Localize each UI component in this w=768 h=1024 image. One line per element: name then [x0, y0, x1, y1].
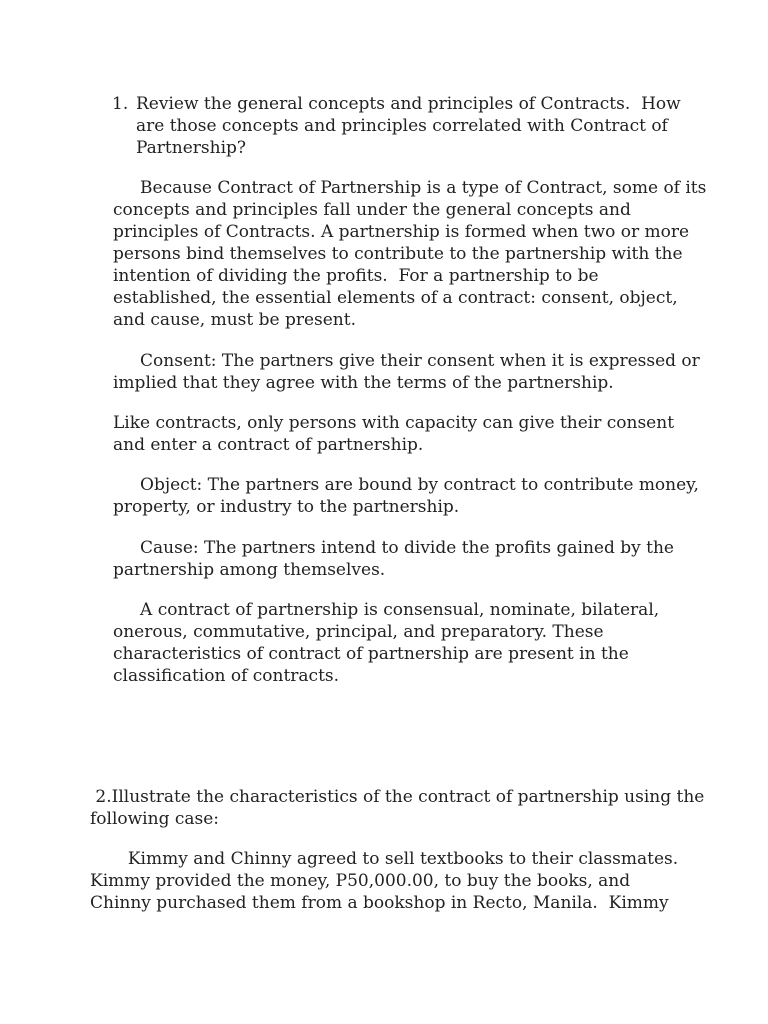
paragraph-line: principles of Contracts. A partnership is formed when two or more [113, 222, 690, 242]
paragraph-line: Consent: The partners give their consent when it is expressed or [113, 351, 700, 371]
paragraph-line: Chinny purchased them from a bookshop in Recto, Manila. Kimmy [90, 893, 669, 913]
paragraph-line: persons bind themselves to contribute to the partnership with the [113, 244, 683, 264]
question-2-line: following case: [90, 809, 220, 829]
question-2-text [90, 786, 704, 830]
question-1-number: 1. [112, 94, 129, 114]
paragraph-line: Cause: The partners intend to divide the profits gained by the [113, 538, 674, 558]
question-1-line: Partnership? [136, 138, 247, 158]
answer-paragraph-cause [113, 537, 674, 581]
paragraph-line: Object: The partners are bound by contract to contribute money, [113, 475, 699, 495]
paragraph-line: Because Contract of Partnership is a type of Contract, some of its [113, 178, 707, 198]
paragraph-line: property, or industry to the partnership. [113, 497, 460, 517]
paragraph-line: partnership among themselves. [113, 560, 386, 580]
paragraph-line: classification of contracts. [113, 666, 340, 686]
paragraph-line: implied that they agree with the terms of the partnership. [113, 373, 614, 393]
case-paragraph [90, 848, 678, 914]
question-2-line: 2.Illustrate the characteristics of the contract of partnership using the [90, 787, 705, 807]
paragraph-line: concepts and principles fall under the general concepts and [113, 200, 631, 220]
paragraph-line: onerous, commutative, principal, and preparatory. These [113, 622, 604, 642]
answer-paragraph-intro [113, 177, 706, 331]
answer-paragraph-capacity [113, 412, 674, 456]
paragraph-line: Kimmy and Chinny agreed to sell textbooks to their classmates. [90, 849, 679, 869]
paragraph-line: Like contracts, only persons with capacity can give their consent [113, 413, 675, 433]
answer-paragraph-characteristics [113, 599, 659, 687]
paragraph-line: established, the essential elements of a contract: consent, object, [113, 288, 678, 308]
paragraph-line: characteristics of contract of partnership are present in the [113, 644, 629, 664]
paragraph-line: intention of dividing the profits. For a partnership to be [113, 266, 599, 286]
question-1-text [136, 93, 681, 159]
paragraph-line: Kimmy provided the money, P50,000.00, to buy the books, and [90, 871, 631, 891]
question-1-line: are those concepts and principles correlated with Contract of [136, 116, 668, 136]
question-1-line: Review the general concepts and principles of Contracts. How [136, 94, 681, 114]
answer-paragraph-object [113, 474, 699, 518]
answer-paragraph-consent [113, 350, 700, 394]
paragraph-line: and cause, must be present. [113, 310, 356, 330]
paragraph-line: and enter a contract of partnership. [113, 435, 424, 455]
paragraph-line: A contract of partnership is consensual, nominate, bilateral, [113, 600, 660, 620]
